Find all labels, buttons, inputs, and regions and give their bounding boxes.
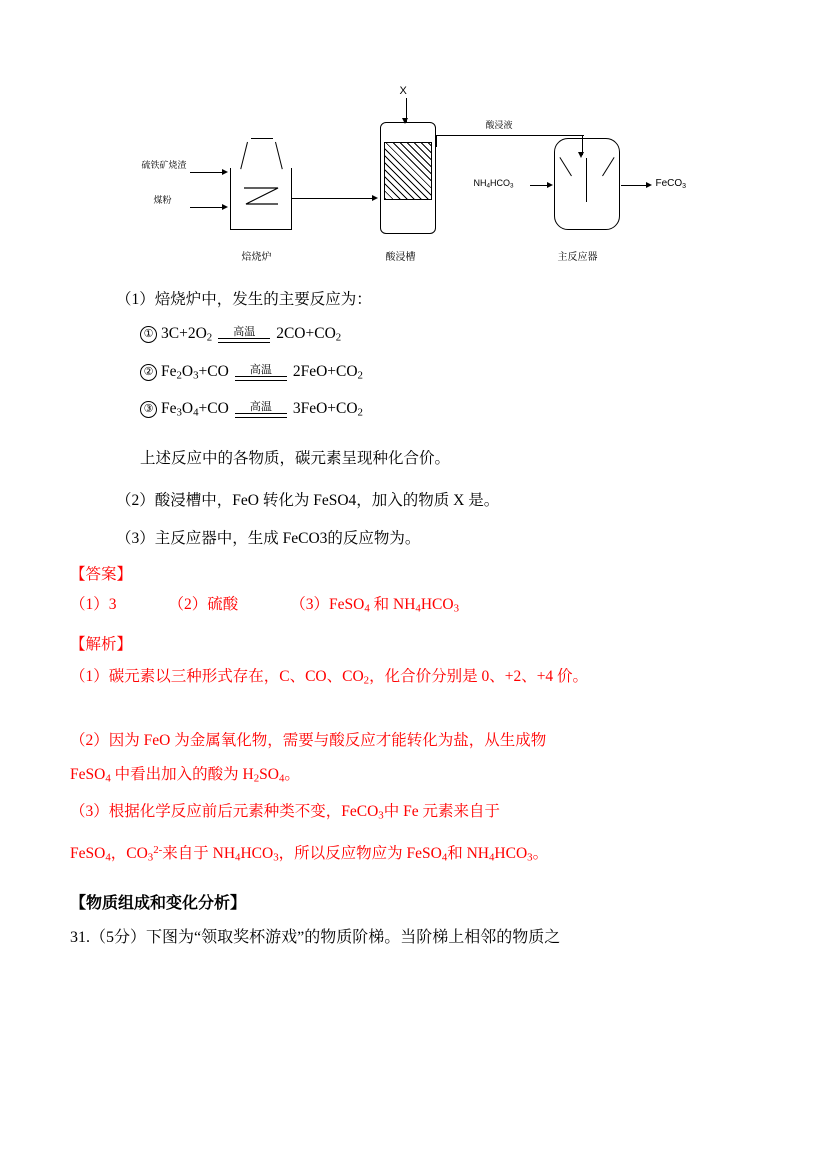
analysis-line-5: FeSO$_4$，$CO_3^{2-}$来自于 $NH_4HCO_3$，所以反应物应为 FeSO$_4$和 $NH_4HCO_3$。: [70, 843, 549, 864]
analysis-heading: 【解析】: [70, 635, 133, 653]
label-acid-leach-liquid: 酸浸液: [485, 120, 513, 130]
equation-row-2: [70, 355, 757, 393]
line-coal-in: [190, 207, 224, 208]
caption-main-reactor: 主反应器: [557, 252, 598, 263]
arrow-feco3-out: [646, 182, 652, 188]
equation-1-bar: [218, 338, 270, 343]
analysis-line-4: （3）根据化学反应前后元素种类不变，FeCO$_3$中 Fe 元素来自于: [70, 803, 500, 822]
caption-roasting-furnace: 焙烧炉: [241, 252, 272, 263]
analysis-spacer: [70, 698, 757, 724]
equation-3-bar: [235, 413, 287, 418]
equation-1-right: $2CO+CO_2$: [276, 325, 342, 344]
caption-acid-leach-tank: 酸浸槽: [385, 252, 416, 263]
analysis-line-3: FeSO$_4$ 中看出加入的酸为 $H_2SO_4$。: [70, 765, 300, 785]
diagram-label-x: X: [399, 85, 407, 97]
question-2-text: （2）酸浸槽中，FeO 转化为 FeSO4，加入的物质 X 是。: [116, 492, 500, 510]
question-31-text: 31.（5分）下图为“领取奖杯游戏”的物质阶梯。当阶梯上相邻的物质之: [70, 928, 561, 946]
arrow-furnace-to-column: [372, 195, 378, 201]
reactor-stem: [586, 158, 587, 202]
line-furnace-to-column: [292, 198, 374, 199]
label-pyrite-slag: 硫铁矿烧渣: [141, 160, 187, 170]
equation-3-condition: 高温: [229, 401, 293, 418]
arrow-coal-in: [222, 204, 228, 210]
answer-heading: 【答案】: [70, 566, 133, 584]
line-column-top-to-reactor: [436, 135, 584, 136]
equation-number-3: ③: [140, 401, 157, 418]
equation-2-condition: 高温: [229, 364, 293, 381]
analysis-line-2: （2）因为 FeO 为金属氧化物，需要与酸反应才能转化为盐，从生成物: [70, 731, 547, 749]
furnace-zigzag-icon: [242, 184, 280, 208]
equation-2-bar: [235, 376, 287, 381]
process-flow-diagram: [70, 80, 757, 285]
answer-1: （1）3: [70, 596, 117, 614]
equation-1-left: $3C+2O_2$: [161, 325, 213, 344]
answer-3: （3）FeSO$_4$ 和 $NH_4HCO_3$: [290, 596, 459, 615]
question-3-text: （3）主反应器中，生成 FeCO3的反应物为。: [116, 530, 421, 548]
equation-2-right: $2FeO+CO_2$: [292, 362, 363, 382]
equation-2-left: $Fe_2O_3+CO$: [161, 362, 229, 382]
equation-1-condition: 高温: [212, 326, 276, 343]
arrow-nh4hco3-in: [547, 182, 553, 188]
label-coal-powder: 煤粉: [153, 195, 172, 205]
equation-3-left: $Fe_3O_4+CO$: [161, 400, 229, 420]
acid-leach-tank-fill: [384, 142, 432, 200]
label-nh4hco3: $NH_4HCO_3$: [473, 178, 514, 190]
question-1-tail: 上述反应中的各物质，碳元素呈现种化合价。: [140, 450, 451, 468]
line-pyrite-in: [190, 172, 224, 173]
line-feco3-out: [621, 185, 649, 186]
answer-row: [70, 590, 757, 624]
line-column-riser: [436, 135, 437, 147]
answer-2: （2）硫酸: [168, 596, 239, 614]
equation-row-3: [70, 392, 757, 430]
section-title: 【物质组成和变化分析】: [70, 894, 247, 912]
furnace-top: [251, 138, 273, 139]
furnace-neck-left: [240, 142, 248, 169]
arrow-pyrite-in: [222, 169, 228, 175]
furnace-neck-right: [275, 142, 283, 169]
label-feco3-output: FeCO$_3$: [655, 178, 687, 190]
equation-3-right: $3FeO+CO_2$: [292, 400, 363, 420]
equation-number-1: ①: [140, 326, 157, 343]
question-1-text: （1）焙烧炉中，发生的主要反应为：: [116, 291, 372, 308]
analysis-line-1: （1）碳元素以三种形式存在，C、CO、$CO_2$，化合价分别是 0、+2、+4 价。: [70, 667, 589, 687]
equation-row-1: [70, 317, 757, 355]
equation-number-2: ②: [140, 364, 157, 381]
